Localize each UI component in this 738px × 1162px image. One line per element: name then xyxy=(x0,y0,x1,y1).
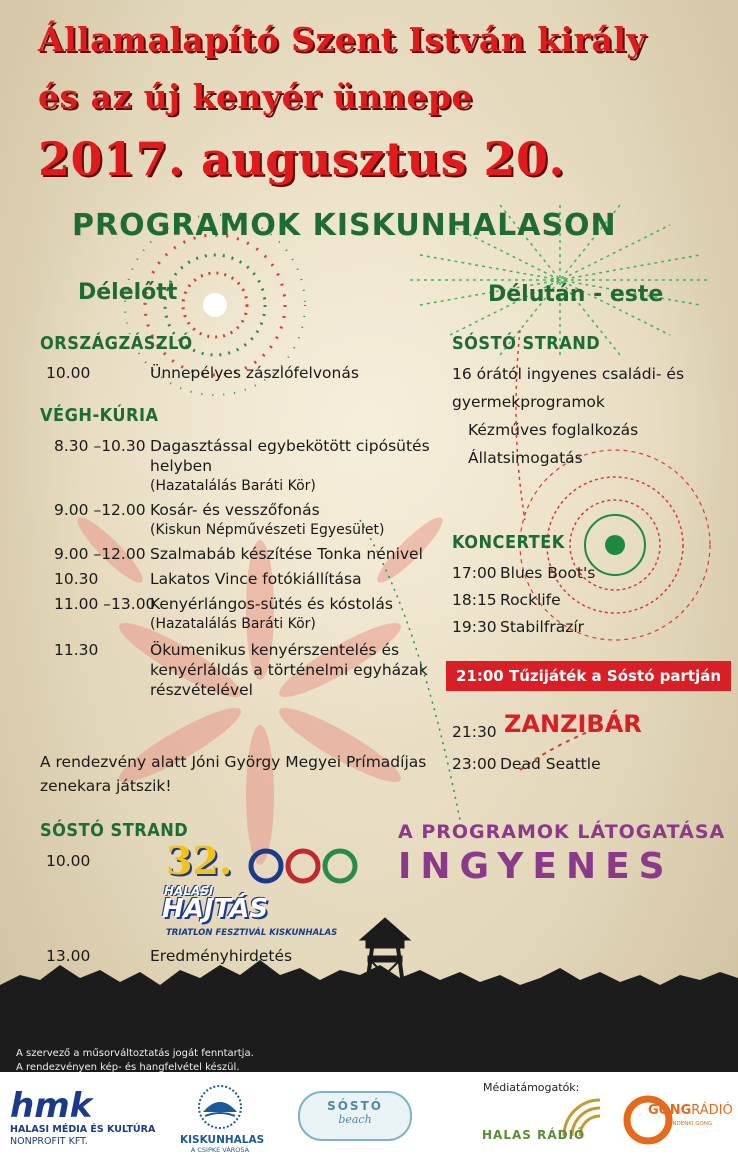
free-entry-line-1: A PROGRAMOK LÁTOGATÁSA xyxy=(398,821,726,843)
section-orszagzaszlo-title: ORSZÁGZÁSZLÓ xyxy=(40,333,193,354)
sosto-line-4: Állatsimogatás xyxy=(468,449,583,467)
fireworks-banner: 21:00 Tűzijáték a Sóstó partján xyxy=(446,661,731,691)
program-organizer: (Kiskun Népművészeti Egyesület) xyxy=(150,522,385,538)
concert-item: 17:00 Blues Boot's xyxy=(452,564,596,582)
kiskunhalas-emblem-icon xyxy=(197,1084,243,1130)
program-item: 9.00 –12.00 Szalmabáb készítése Tonka nénivel xyxy=(54,545,423,563)
morning-heading: Délelőtt xyxy=(78,280,178,305)
program-item: 10.30 Lakatos Vince fotókiállítása xyxy=(54,570,362,588)
media-sponsors-label: Médiatámogatók: xyxy=(483,1081,580,1094)
radio-word: RÁDIÓ xyxy=(691,1103,733,1118)
concert-list xyxy=(452,563,595,637)
program-organizer: (Hazatalálás Baráti Kör) xyxy=(150,478,316,494)
program-organizer: (Hazatalálás Baráti Kör) xyxy=(150,616,316,632)
triathlon-logo: 32. HALASI HAJTÁS TRIATLON FESZTIVÁL KISKUNHALAS xyxy=(160,838,360,948)
hmk-logo: hmk HALASI MÉDIA ÉS KULTÚRA NONPROFIT KFT. xyxy=(10,1086,156,1147)
gong-tagline: MINDENKI GONG xyxy=(666,1121,713,1127)
disclaimer-1: A szervező a műsorváltoztatás jogát fenntartja. xyxy=(16,1048,254,1059)
headliner-name: ZANZIBÁR xyxy=(504,710,642,738)
section-vegh-title: VÉGH-KÚRIA xyxy=(40,405,159,426)
disclaimer-2: A rendezvényen kép- és hangfelvétel készül. xyxy=(16,1062,240,1073)
sosto-line-1: 16 órától ingyenes családi- és xyxy=(452,365,685,383)
section-concerts-title: KONCERTEK xyxy=(452,532,565,553)
program-item-cont: helyben xyxy=(150,457,213,475)
sosto-beach-logo: SÓSTÓ beach xyxy=(298,1091,412,1141)
sosto-line-3: Kézműves foglalkozás xyxy=(468,421,639,439)
sosto-line-2: gyermekprogramok xyxy=(452,393,605,411)
program-item: 10.00 Ünnepélyes zászlófelvonás xyxy=(46,364,359,382)
band-note-line-1: A rendezvény alatt Jóni György Megyei Prímadíjas xyxy=(40,753,427,771)
gong-word: GONG xyxy=(648,1103,692,1118)
program-item: 8.30 –10.30 Dagasztással egybekötött cipósütés xyxy=(54,437,430,455)
program-item-cont: kenyérláldás a történelmi egyházak xyxy=(150,661,428,679)
program-item: 13.00 Eredményhirdetés xyxy=(46,947,293,965)
program-item: 9.00 –12.00 Kosár- és vesszőfonás xyxy=(54,501,320,519)
title-line-2: és az új kenyér ünnepe xyxy=(38,77,474,116)
program-item-cont: részvételével xyxy=(150,681,253,699)
section-sosto-afternoon-title: SÓSTÓ STRAND xyxy=(452,333,601,354)
title-line-1: Államalapító Szent István király xyxy=(38,20,647,59)
concert-item: 19:30 Stabilfrazír xyxy=(452,618,585,636)
gong-circle-icon xyxy=(622,1094,674,1146)
late-concert-time: 21:30 xyxy=(452,723,497,741)
band-note-line-2: zenekara játszik! xyxy=(40,777,172,795)
late-concert-item: 23:00 Dead Seattle xyxy=(452,755,601,773)
concert-item: 18:15 Rocklife xyxy=(452,591,561,609)
vegh-program-list xyxy=(54,436,430,700)
free-entry-line-2: INGYENES xyxy=(398,846,674,887)
kiskunhalas-logo: KISKUNHALAS A CSIPKE VÁROSA xyxy=(180,1084,260,1155)
section-sosto-morning-title: SÓSTÓ STRAND xyxy=(40,820,189,841)
program-item: 11.00 –13.00Kenyérlángos-sütés és kóstolás xyxy=(54,595,393,613)
event-poster: Államalapító Szent István király és az új kenyér ünnepe 2017. augusztus 20. PROGRAMOK KISKUNHALASON Délelőtt ORSZÁGZÁSZLÓ 10.00 Ünnepélyes zászlófelvonás VÉGH-KÚRIA 8.30 –10.30 Dagasztással egybekötött cipósütés helyben (Hazatalálás Baráti Kör) 9.00 –12.00 Kosár- és vesszőfonás (Kiskun Népművészeti Egyesület) 9.00 –12.00 Szalmabáb készítése Tonka nénivel 10.30 Lakatos Vince fotókiállítása 11.00 –13.00Kenyérlángos-sütés és kóstolás (Hazatalálás Baráti Kör) 11.30 Ökumenikus kenyérszentelés és kenyérláldás a történelmi egyházak részvételével A rendezvény alatt Jóni György Megyei Prímadíjas zenekara játszik! SÓSTÓ STRAND 10.00 32. HALASI HAJTÁS TRIATLON FESZTIVÁL KISKUNHALAS 13.00 Eredményhirdetés Délután - este SÓSTÓ STRAND 16 órától ingyenes családi- és gyermekprogramok Kézműves foglalkozás Állatsimogatás KONCERTEK 17:00 Blues Boot's 18:15 Rocklife 19:30 Stabilfrazír 21:00 Tűzijáték a Sóstó partján 21:30 ZANZIBÁR 23:00 Dead Seattle A PROGRAMOK LÁTOGATÁSA INGYENES A szervező a műsorváltoztatás jogát fenntartja. A rendezvényen kép- és hangfelvétel készül. Médiatámogatók: hmk HALASI MÉDIA ÉS KULTÚRA NONPROFIT KFT. KISKUNHALAS A CSIPKE VÁROSA SÓSTÓ beach HALAS RÁDIÓ GONGRÁDIÓ MINDENKI GONG xyxy=(0,0,738,1162)
programs-subtitle: PROGRAMOK KISKUNHALASON xyxy=(72,208,617,243)
program-time: 10.00 xyxy=(46,852,91,870)
afternoon-heading: Délután - este xyxy=(488,282,664,307)
triathlon-rings-icon xyxy=(248,848,358,884)
program-item: 11.30 Ökumenikus kenyérszentelés és xyxy=(54,641,400,659)
event-date: 2017. augusztus 20. xyxy=(38,132,566,186)
gong-radio-logo xyxy=(622,1094,734,1146)
